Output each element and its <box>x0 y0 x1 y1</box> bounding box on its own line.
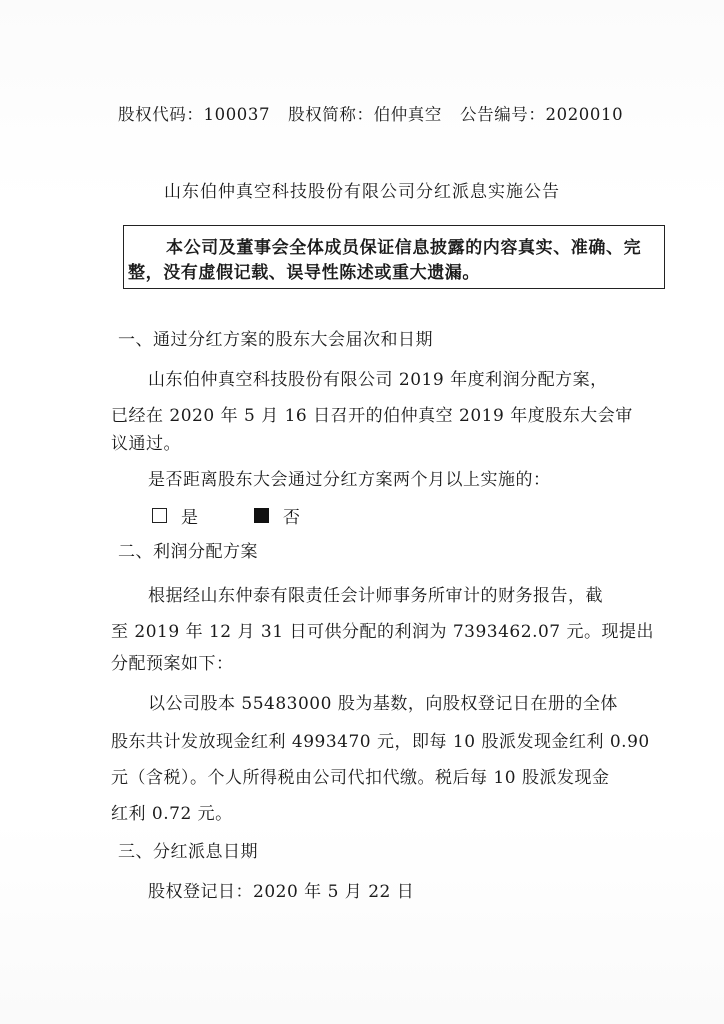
section-1-para-line-3: 议通过。 <box>111 434 181 454</box>
section-2-p2-line-2: 股东共计发放现金红利 4993470 元，即每 10 股派发现金红利 0.90 <box>111 732 650 752</box>
section-1-question: 是否距离股东大会通过分红方案两个月以上实施的： <box>148 470 551 490</box>
stock-short-name: 股权简称：伯仲真空 <box>288 105 442 124</box>
checkbox-yes[interactable] <box>152 508 167 523</box>
section-2-p2-line-3: 元（含税）。个人所得税由公司代扣代缴。税后每 10 股派发现金 <box>111 768 610 788</box>
section-2-p2-line-4: 红利 0.72 元。 <box>111 804 233 824</box>
section-3-heading: 三、分红派息日期 <box>118 842 258 862</box>
section-1-heading: 一、通过分红方案的股东大会届次和日期 <box>118 330 433 350</box>
section-2-p2-line-1: 以公司股本 55483000 股为基数，向股权登记日在册的全体 <box>148 694 618 714</box>
notice-number: 公告编号：2020010 <box>460 105 624 124</box>
stock-code: 股权代码：100037 <box>118 105 271 124</box>
announcement-header <box>118 103 623 127</box>
record-date: 股权登记日：2020 年 5 月 22 日 <box>148 882 415 902</box>
section-2-p1-line-1: 根据经山东仲泰有限责任会计师事务所审计的财务报告，截 <box>148 586 603 606</box>
checkbox-no[interactable] <box>254 508 269 523</box>
document-title: 山东伯仲真空科技股份有限公司分红派息实施公告 <box>164 182 560 202</box>
section-1-para-line-2: 已经在 2020 年 5 月 16 日召开的伯仲真空 2019 年度股东大会审 <box>111 406 633 426</box>
checkbox-no-label: 否 <box>283 507 300 528</box>
section-2-heading: 二、利润分配方案 <box>118 542 258 562</box>
section-1-para-line-1: 山东伯仲真空科技股份有限公司 2019 年度利润分配方案， <box>148 370 608 390</box>
section-2-p1-line-2: 至 2019 年 12 月 31 日可供分配的利润为 7393462.07 元。现提出 <box>111 622 655 642</box>
statement-line-1: 本公司及董事会全体成员保证信息披露的内容真实、准确、完 <box>166 238 642 258</box>
disclosure-statement-box <box>123 225 665 289</box>
statement-line-2: 整，没有虚假记载、误导性陈述或重大遗漏。 <box>128 263 480 283</box>
implementation-choice <box>152 503 300 527</box>
checkbox-yes-label: 是 <box>181 507 198 528</box>
section-2-p1-line-3: 分配预案如下： <box>111 654 234 674</box>
